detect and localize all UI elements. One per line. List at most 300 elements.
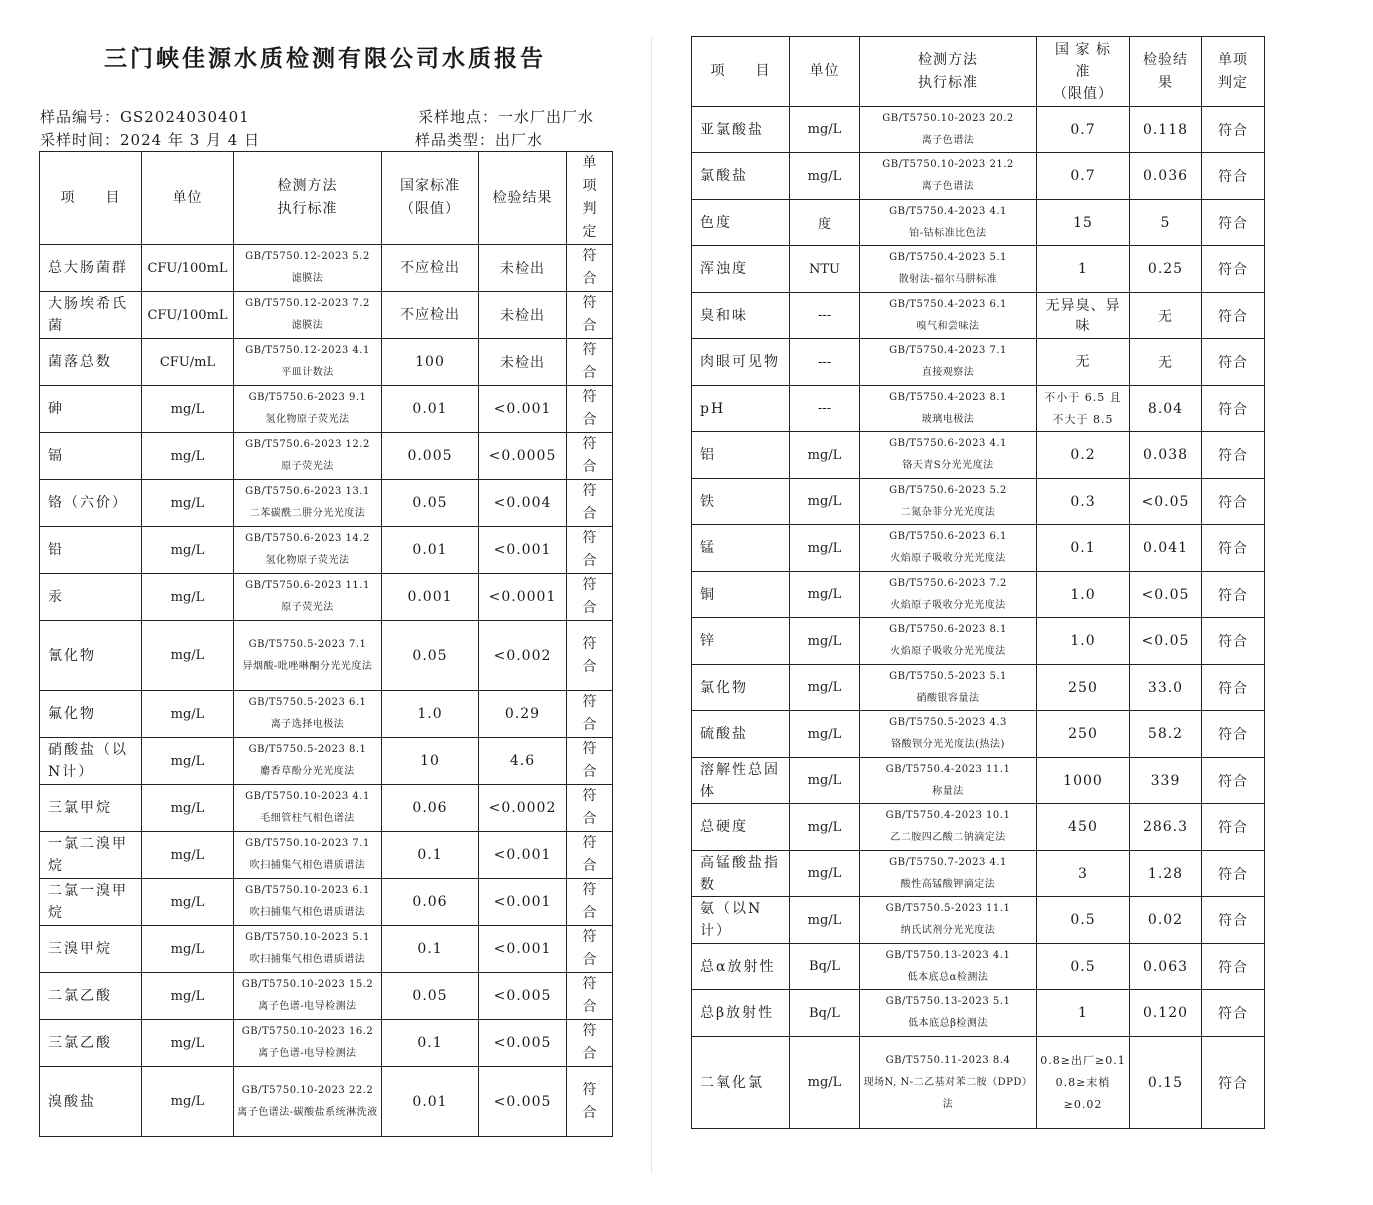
item-name: 大肠埃希氏菌	[40, 292, 142, 339]
method	[234, 621, 382, 691]
test-result: 0.118	[1130, 107, 1202, 153]
method	[860, 711, 1037, 758]
test-result: 未检出	[479, 245, 567, 292]
standard-limit: 1000	[1037, 758, 1130, 804]
method-standard-code: GB/T5750.6-2023 4.1	[889, 438, 1007, 449]
method-name: 铬天青S分光光度法	[902, 460, 994, 471]
judgement: 符合	[1202, 572, 1265, 618]
method-standard-code: GB/T5750.10-2023 4.1	[245, 791, 370, 802]
method	[860, 572, 1037, 618]
method	[234, 1067, 382, 1137]
test-result: <0.001	[479, 527, 567, 574]
standard-limit: 1	[1037, 246, 1130, 293]
table-row	[692, 990, 1265, 1037]
test-result: <0.05	[1130, 618, 1202, 665]
method-name: 酸性高锰酸钾滴定法	[900, 878, 996, 890]
method-standard-code: GB/T5750.4-2023 7.1	[889, 345, 1007, 356]
judgement-text: 符合	[582, 577, 598, 616]
method	[860, 1037, 1037, 1129]
unit: mg/L	[790, 711, 860, 758]
standard-limit: 0.2	[1037, 432, 1130, 479]
item-name: 铁	[692, 479, 790, 525]
test-result: 1.28	[1130, 851, 1202, 897]
right-header-row	[692, 37, 1265, 107]
method	[234, 480, 382, 527]
unit: Bq/L	[790, 990, 860, 1037]
test-result: 5	[1130, 200, 1202, 246]
item-name: 硝酸盐（以N计）	[40, 738, 142, 785]
method-standard-code: GB/T5750.10-2023 7.1	[245, 838, 370, 849]
unit: mg/L	[142, 1067, 234, 1137]
unit: mg/L	[790, 479, 860, 525]
standard-limit: 0.5	[1037, 897, 1130, 944]
test-result: 339	[1130, 758, 1202, 804]
table-row	[692, 944, 1265, 990]
method-standard-code: GB/T5750.6-2023 7.2	[889, 577, 1007, 589]
method-standard-code: GB/T5750.10-2023 21.2	[882, 159, 1014, 170]
item-name: 总β放射性	[692, 990, 790, 1037]
test-result: 58.2	[1130, 711, 1202, 758]
table-row	[692, 804, 1265, 851]
standard-limit: 10	[382, 738, 479, 785]
judgement: 符合	[1202, 897, 1265, 944]
method	[860, 246, 1037, 293]
standard-limit: 3	[1037, 851, 1130, 897]
method-name: 火焰原子吸收分光光度法	[890, 553, 1006, 564]
unit: mg/L	[142, 1020, 234, 1067]
standard-limit: 1.0	[382, 691, 479, 738]
judgement	[567, 1067, 613, 1137]
method-standard-code: GB/T5750.5-2023 5.1	[889, 670, 1007, 682]
judgement	[567, 433, 613, 480]
method-name: 现场N, N-二乙基对苯二胺（DPD）法	[863, 1076, 1033, 1110]
method-name: 称量法	[932, 785, 964, 797]
judgement	[567, 574, 613, 621]
item-name: pH	[692, 386, 790, 432]
judgement: 符合	[1202, 246, 1265, 293]
unit: mg/L	[790, 897, 860, 944]
table-row	[40, 832, 613, 879]
method	[860, 851, 1037, 897]
method-name: 吹扫捕集气相色谱质谱法	[249, 860, 366, 871]
header-judge: 单项判定	[567, 152, 613, 245]
method	[234, 527, 382, 574]
method-name: 散射法-福尔马肼标准	[898, 274, 998, 285]
standard-limit: 不小于 6.5 且不大于 8.5	[1037, 386, 1130, 432]
judgement: 符合	[1202, 618, 1265, 665]
judgement-text: 符合	[582, 882, 598, 921]
item-name: 总α放射性	[692, 944, 790, 990]
judgement: 符合	[1202, 711, 1265, 758]
judgement: 符合	[1202, 944, 1265, 990]
table-row	[692, 386, 1265, 432]
test-result: 4.6	[479, 738, 567, 785]
item-name: 铝	[692, 432, 790, 479]
method-name: 原子荧光法	[281, 461, 334, 472]
item-name: 砷	[40, 386, 142, 433]
item-name: 肉眼可见物	[692, 339, 790, 386]
standard-limit: 1.0	[1037, 618, 1130, 665]
method-name: 二氮杂菲分光光度法	[900, 506, 996, 518]
judgement	[567, 691, 613, 738]
unit: ---	[790, 386, 860, 432]
method-standard-code: GB/T5750.12-2023 7.2	[245, 298, 370, 309]
standard-limit: 0.1	[382, 1020, 479, 1067]
item-name: 三氯乙酸	[40, 1020, 142, 1067]
method-standard-code: GB/T5750.7-2023 4.1	[889, 856, 1007, 868]
judgement: 符合	[1202, 432, 1265, 479]
method-name: 铬酸钡分光光度法(热法)	[891, 739, 1005, 750]
unit: CFU/100mL	[142, 245, 234, 292]
method-standard-code: GB/T5750.4-2023 8.1	[889, 391, 1007, 403]
method	[860, 386, 1037, 432]
table-row	[40, 785, 613, 832]
test-result: <0.0001	[479, 574, 567, 621]
method-standard-code: GB/T5750.11-2023 8.4	[885, 1054, 1011, 1066]
item-name: 一氯二溴甲烷	[40, 832, 142, 879]
judgement-text: 符合	[582, 295, 598, 334]
standard-limit: 0.05	[382, 621, 479, 691]
standard-limit: 0.3	[1037, 479, 1130, 525]
test-result: 0.120	[1130, 990, 1202, 1037]
table-row	[692, 432, 1265, 479]
method-standard-code: GB/T5750.6-2023 9.1	[248, 392, 367, 403]
table-row	[40, 738, 613, 785]
method-name: 离子色谱-电导检测法	[258, 1048, 357, 1059]
unit: mg/L	[142, 574, 234, 621]
right-results-table	[691, 36, 1265, 1129]
method-standard-code: GB/T5750.6-2023 11.1	[245, 580, 370, 591]
method	[234, 785, 382, 832]
item-name: 二氯乙酸	[40, 973, 142, 1020]
sample-number: 样品编号：GS2024030401	[40, 108, 250, 126]
method-standard-code: GB/T5750.5-2023 11.1	[885, 903, 1011, 914]
unit: mg/L	[142, 527, 234, 574]
method	[234, 691, 382, 738]
judgement-text: 符合	[582, 635, 598, 675]
standard-limit: 无异臭、异味	[1037, 293, 1130, 339]
test-result: <0.002	[479, 621, 567, 691]
method-name: 玻璃电极法	[921, 413, 975, 425]
standard-limit: 0.5	[1037, 944, 1130, 990]
table-row	[40, 386, 613, 433]
test-result: 0.038	[1130, 432, 1202, 479]
standard-limit: 0.01	[382, 1067, 479, 1137]
table-row	[40, 574, 613, 621]
standard-limit: 0.1	[1037, 525, 1130, 572]
standard-limit: 0.7	[1037, 107, 1130, 153]
method-standard-code: GB/T5750.6-2023 14.2	[245, 533, 370, 544]
table-row	[692, 851, 1265, 897]
unit: mg/L	[142, 433, 234, 480]
unit: NTU	[790, 246, 860, 293]
judgement	[567, 621, 613, 691]
table-row	[40, 527, 613, 574]
method-name: 毛细管柱气相色谱法	[260, 813, 355, 824]
test-result: 0.25	[1130, 246, 1202, 293]
test-result: <0.001	[479, 879, 567, 926]
item-name: 氰化物	[40, 621, 142, 691]
method-name: 低本底总α检测法	[907, 971, 989, 983]
method-standard-code: GB/T5750.6-2023 12.2	[245, 439, 370, 450]
judgement	[567, 973, 613, 1020]
standard-limit: 0.06	[382, 879, 479, 926]
table-row	[40, 926, 613, 973]
table-row	[692, 246, 1265, 293]
judgement: 符合	[1202, 665, 1265, 711]
test-result: <0.0005	[479, 433, 567, 480]
method	[234, 832, 382, 879]
table-row	[692, 525, 1265, 572]
method	[860, 479, 1037, 525]
method-name: 离子选择电极法	[270, 719, 345, 730]
method	[860, 804, 1037, 851]
judgement-text: 符合	[582, 436, 598, 475]
method-name: 氢化物原子荧光法	[265, 414, 350, 425]
method-name: 离子色谱-电导检测法	[258, 1001, 357, 1012]
table-row	[40, 973, 613, 1020]
method-name: 离子色谱法	[921, 134, 975, 146]
test-result: 0.29	[479, 691, 567, 738]
item-name: 高锰酸盐指数	[692, 851, 790, 897]
judgement	[567, 292, 613, 339]
judgement	[567, 738, 613, 785]
item-name: 氨（以N计）	[692, 897, 790, 944]
sample-type: 样品类型：出厂水	[415, 131, 544, 149]
item-name: 铬（六价）	[40, 480, 142, 527]
method	[860, 525, 1037, 572]
method-standard-code: GB/T5750.5-2023 4.3	[889, 717, 1007, 728]
judgement: 符合	[1202, 339, 1265, 386]
method	[234, 973, 382, 1020]
judgement-text: 符合	[582, 976, 598, 1015]
standard-limit: 15	[1037, 200, 1130, 246]
judgement-text: 符合	[582, 342, 598, 381]
method-name: 火焰原子吸收分光光度法	[890, 599, 1006, 611]
method-standard-code: GB/T5750.10-2023 22.2	[241, 1084, 374, 1096]
test-result: <0.001	[479, 386, 567, 433]
method-name: 原子荧光法	[281, 602, 334, 613]
unit: mg/L	[142, 691, 234, 738]
item-name: 总大肠菌群	[40, 245, 142, 292]
report-title: 三门峡佳源水质检测有限公司水质报告	[104, 45, 546, 72]
test-result: <0.004	[479, 480, 567, 527]
header-method: 检测方法 执行标准	[860, 37, 1037, 107]
standard-limit: 0.05	[382, 480, 479, 527]
method-standard-code: GB/T5750.5-2023 6.1	[248, 697, 367, 708]
method-standard-code: GB/T5750.4-2023 6.1	[889, 298, 1007, 310]
method-standard-code: GB/T5750.10-2023 5.1	[245, 932, 370, 943]
method	[860, 153, 1037, 200]
test-result: <0.0002	[479, 785, 567, 832]
judgement: 符合	[1202, 153, 1265, 200]
header-unit: 单位	[790, 37, 860, 107]
header-item: 项 目	[40, 152, 142, 245]
method-name: 麝香草酚分光光度法	[260, 766, 355, 777]
test-result: 0.063	[1130, 944, 1202, 990]
method-name: 离子色谱法	[921, 181, 975, 192]
test-result: 0.15	[1130, 1037, 1202, 1129]
unit: mg/L	[142, 738, 234, 785]
standard-limit: 250	[1037, 665, 1130, 711]
judgement-text: 符合	[582, 389, 598, 428]
test-result: 0.02	[1130, 897, 1202, 944]
judgement	[567, 339, 613, 386]
item-name: 溴酸盐	[40, 1067, 142, 1137]
standard-limit: 450	[1037, 804, 1130, 851]
method-name: 嗅气和尝味法	[916, 320, 980, 332]
unit: CFU/mL	[142, 339, 234, 386]
test-result: 未检出	[479, 339, 567, 386]
item-name: 臭和味	[692, 293, 790, 339]
standard-limit: 0.8≥出厂≥0.1 0.8≥末梢≥0.02	[1037, 1037, 1130, 1129]
table-row	[692, 107, 1265, 153]
method	[234, 1020, 382, 1067]
method	[860, 432, 1037, 479]
unit: mg/L	[142, 621, 234, 691]
left-results-table	[39, 151, 613, 1137]
method-name: 离子色谱法-碳酸盐系统淋洗液	[237, 1106, 378, 1118]
header-standard: 国 家 标 准 （限值）	[1037, 37, 1130, 107]
method	[860, 339, 1037, 386]
table-row	[692, 665, 1265, 711]
method-standard-code: GB/T5750.10-2023 15.2	[241, 979, 374, 990]
judgement: 符合	[1202, 479, 1265, 525]
unit: ---	[790, 339, 860, 386]
judgement: 符合	[1202, 386, 1265, 432]
judgement	[567, 245, 613, 292]
standard-limit: 1.0	[1037, 572, 1130, 618]
judgement: 符合	[1202, 293, 1265, 339]
method-standard-code: GB/T5750.4-2023 5.1	[889, 252, 1007, 263]
header-judge: 单项 判定	[1202, 37, 1265, 107]
method-standard-code: GB/T5750.13-2023 5.1	[885, 996, 1011, 1007]
method-name: 平皿计数法	[281, 367, 334, 378]
method-standard-code: GB/T5750.5-2023 7.1	[248, 638, 367, 650]
unit: mg/L	[790, 525, 860, 572]
method	[860, 618, 1037, 665]
judgement	[567, 879, 613, 926]
header-method: 检测方法 执行标准	[234, 152, 382, 245]
unit: 度	[790, 200, 860, 246]
standard-limit: 不应检出	[382, 292, 479, 339]
method-name: 异烟酸-吡唑啉酮分光光度法	[242, 660, 373, 672]
item-name: 三溴甲烷	[40, 926, 142, 973]
test-result: <0.05	[1130, 479, 1202, 525]
method-name: 铂-钴标准比色法	[909, 227, 987, 239]
item-name: 氯化物	[692, 665, 790, 711]
item-name: 色度	[692, 200, 790, 246]
item-name: 二氯一溴甲烷	[40, 879, 142, 926]
judgement: 符合	[1202, 758, 1265, 804]
judgement	[567, 926, 613, 973]
unit: mg/L	[790, 153, 860, 200]
table-row	[692, 758, 1265, 804]
method	[234, 292, 382, 339]
method-standard-code: GB/T5750.10-2023 6.1	[245, 885, 370, 896]
method	[234, 574, 382, 621]
test-result: 286.3	[1130, 804, 1202, 851]
left-header-row	[40, 152, 613, 245]
method	[860, 944, 1037, 990]
method-name: 滤膜法	[291, 273, 324, 284]
table-row	[692, 153, 1265, 200]
table-row	[40, 1020, 613, 1067]
test-result: <0.001	[479, 832, 567, 879]
method-standard-code: GB/T5750.5-2023 8.1	[248, 744, 367, 755]
judgement-text: 符合	[582, 929, 598, 968]
method-name: 滤膜法	[291, 320, 324, 331]
method-name: 二苯碳酰二肼分光光度法	[249, 508, 366, 519]
unit: mg/L	[790, 107, 860, 153]
item-name: 三氯甲烷	[40, 785, 142, 832]
method	[234, 738, 382, 785]
sample-site: 采样地点：一水厂出厂水	[418, 108, 595, 126]
item-name: 硫酸盐	[692, 711, 790, 758]
judgement: 符合	[1202, 525, 1265, 572]
method	[234, 926, 382, 973]
unit: mg/L	[790, 618, 860, 665]
unit: mg/L	[790, 432, 860, 479]
test-result: 0.041	[1130, 525, 1202, 572]
header-unit: 单位	[142, 152, 234, 245]
test-result: 未检出	[479, 292, 567, 339]
method-name: 硝酸银容量法	[916, 692, 980, 704]
standard-limit: 0.01	[382, 386, 479, 433]
table-row	[692, 200, 1265, 246]
table-row	[40, 1067, 613, 1137]
standard-limit: 0.001	[382, 574, 479, 621]
standard-limit: 0.06	[382, 785, 479, 832]
item-name: 铜	[692, 572, 790, 618]
test-result: <0.05	[1130, 572, 1202, 618]
item-name: 菌落总数	[40, 339, 142, 386]
header-result: 检验结果	[479, 152, 567, 245]
method-standard-code: GB/T5750.4-2023 10.1	[885, 810, 1011, 821]
table-row	[692, 1037, 1265, 1129]
unit: mg/L	[142, 926, 234, 973]
table-row	[692, 711, 1265, 758]
method	[860, 665, 1037, 711]
standard-limit: 0.005	[382, 433, 479, 480]
standard-limit: 100	[382, 339, 479, 386]
judgement	[567, 1020, 613, 1067]
unit: mg/L	[142, 879, 234, 926]
page-divider	[651, 36, 652, 1174]
unit: mg/L	[790, 1037, 860, 1129]
table-row	[40, 480, 613, 527]
method	[860, 990, 1037, 1037]
method-standard-code: GB/T5750.6-2023 13.1	[245, 486, 370, 497]
item-name: 氯酸盐	[692, 153, 790, 200]
unit: mg/L	[790, 851, 860, 897]
table-row	[40, 245, 613, 292]
table-row	[692, 293, 1265, 339]
unit: mg/L	[790, 572, 860, 618]
judgement: 符合	[1202, 990, 1265, 1037]
unit: mg/L	[790, 804, 860, 851]
method-standard-code: GB/T5750.12-2023 5.2	[245, 251, 370, 262]
header-standard: 国家标准 （限值）	[382, 152, 479, 245]
judgement-text: 符合	[582, 741, 598, 780]
method-standard-code: GB/T5750.6-2023 8.1	[889, 624, 1007, 635]
test-result: 无	[1130, 293, 1202, 339]
judgement-text: 符合	[582, 483, 598, 522]
test-result: 33.0	[1130, 665, 1202, 711]
standard-limit: 1	[1037, 990, 1130, 1037]
judgement-text: 符合	[582, 1081, 598, 1121]
item-name: 亚氯酸盐	[692, 107, 790, 153]
